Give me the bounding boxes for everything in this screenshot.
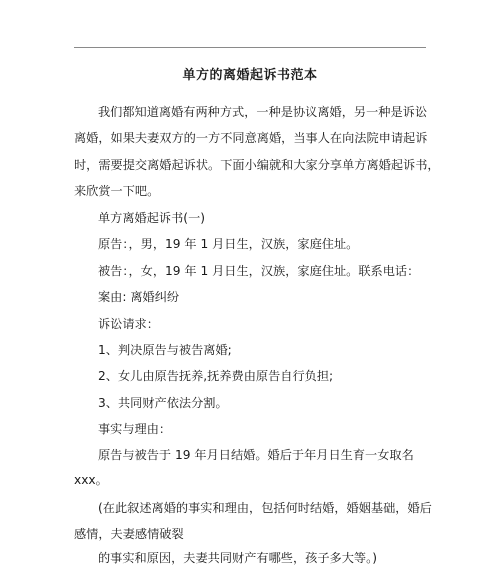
section-heading: 单方离婚起诉书(一) [98, 211, 206, 225]
claims-heading: 诉讼请求： [98, 317, 159, 331]
case-line: 案由: 离婚纠纷 [98, 290, 180, 304]
document-title: 单方的离婚起诉书范本 [182, 68, 318, 83]
note-line-3: 的事实和原因，夫妻共同财产有哪些，孩子多大等。) [98, 551, 377, 565]
note-line-2: 感情，夫妻感情破裂 [74, 527, 184, 541]
facts-line-1: 原告与被告于 19 年月日结婚。婚后于年月日生育一女取名 [98, 448, 414, 462]
intro-line-2: 离婚，如果夫妻双方的一方不同意离婚，当事人在向法院申请起诉 [74, 131, 428, 145]
header-rule [74, 47, 426, 48]
intro-line-1: 我们都知道离婚有两种方式，一种是协议离婚，另一种是诉讼 [98, 105, 428, 119]
claim-item-3: 3、共同财产依法分割。 [98, 396, 228, 410]
facts-line-2: xxx。 [74, 473, 108, 487]
defendant-line: 被告：，女，19 年 1 月日生，汉族，家庭住址。联系电话： [98, 264, 420, 278]
facts-heading: 事实与理由： [98, 422, 172, 436]
claim-item-2: 2、女儿由原告抚养,抚养费由原告自行负担; [98, 369, 334, 383]
plaintiff-line: 原告：，男，19 年 1 月日生，汉族，家庭住址。 [98, 237, 359, 251]
claim-item-1: 1、判决原告与被告离婚; [98, 343, 232, 357]
intro-line-3: 时，需要提交离婚起诉状。下面小编就和大家分享单方离婚起诉书， [74, 158, 440, 172]
note-line-1: (在此叙述离婚的事实和理由，包括何时结婚，婚姻基础，婚后 [98, 501, 432, 515]
intro-line-4: 来欣赏一下吧。 [74, 184, 160, 198]
